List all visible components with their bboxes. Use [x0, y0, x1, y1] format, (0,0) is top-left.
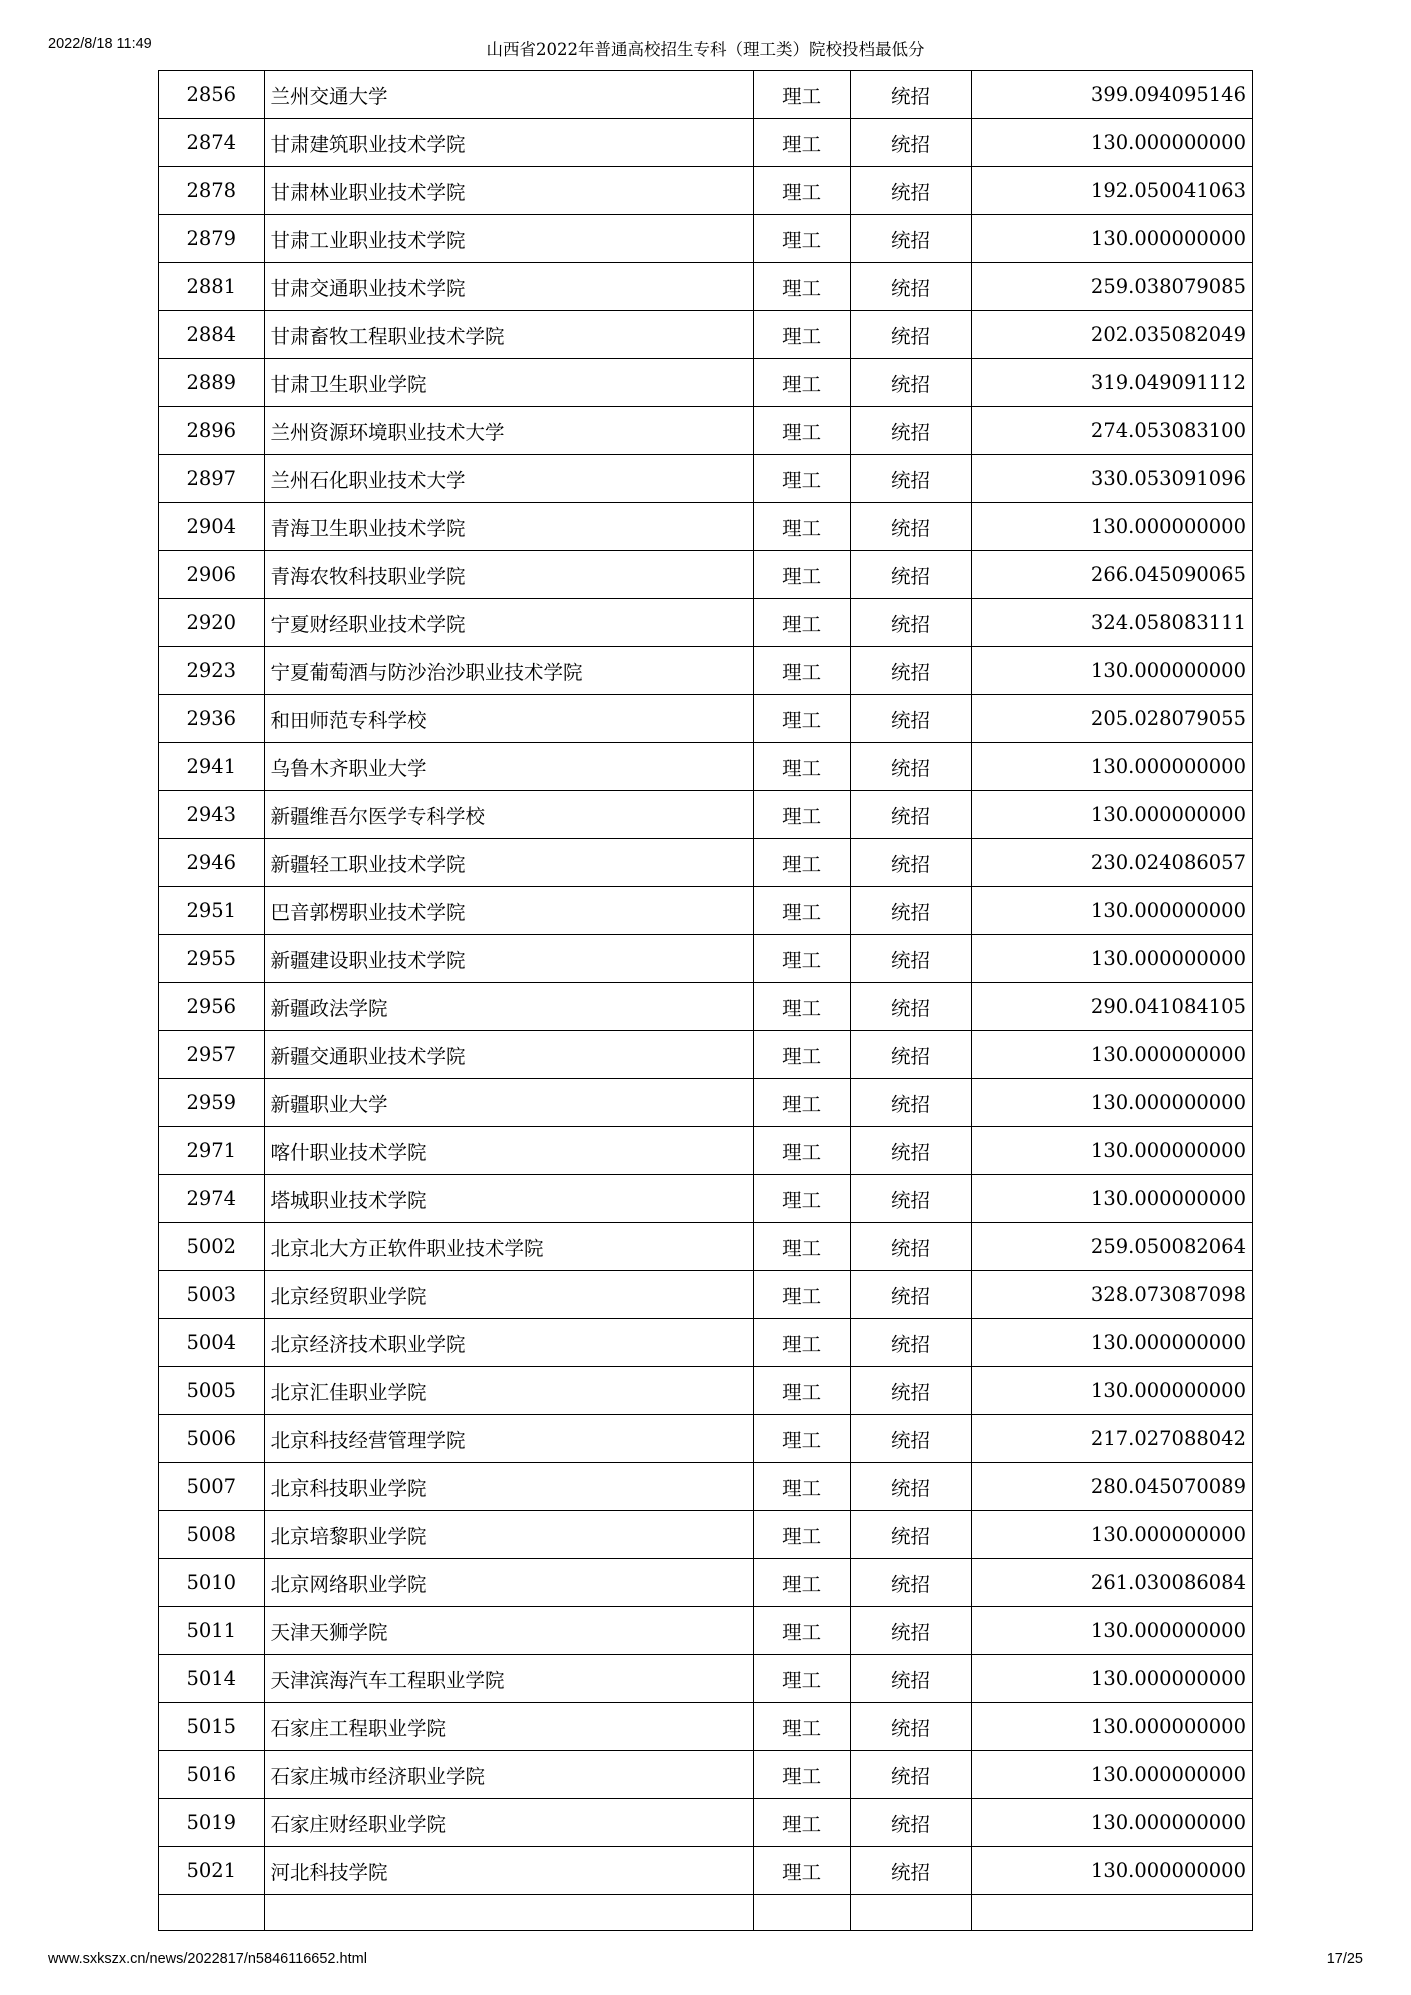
cell-code: 2896 [159, 407, 265, 455]
cell-school-name: 新疆政法学院 [264, 983, 753, 1031]
cell-score: 130.000000000 [971, 503, 1253, 551]
cell-school-name: 甘肃工业职业技术学院 [264, 215, 753, 263]
table-row [159, 1607, 1253, 1655]
cell-school-name: 甘肃建筑职业技术学院 [264, 119, 753, 167]
cell-school-name: 北京培黎职业学院 [264, 1511, 753, 1559]
cell-plan-type: 统招 [850, 1175, 971, 1223]
cell-school-name: 宁夏财经职业技术学院 [264, 599, 753, 647]
cell-plan-type: 统招 [850, 1319, 971, 1367]
cell-school-name: 石家庄工程职业学院 [264, 1703, 753, 1751]
cell-category: 理工 [753, 1559, 850, 1607]
table-row [159, 1175, 1253, 1223]
cell-school-name: 天津滨海汽车工程职业学院 [264, 1655, 753, 1703]
cell-category: 理工 [753, 839, 850, 887]
table-row [159, 647, 1253, 695]
table-row [159, 1127, 1253, 1175]
cell-code: 2923 [159, 647, 265, 695]
cell-score: 130.000000000 [971, 791, 1253, 839]
table-row [159, 167, 1253, 215]
cell-code: 2881 [159, 263, 265, 311]
cell-plan-type: 统招 [850, 1703, 971, 1751]
cell-school-name: 喀什职业技术学院 [264, 1127, 753, 1175]
cell-category [753, 1895, 850, 1931]
cell-score: 399.094095146 [971, 71, 1253, 119]
cell-code: 5011 [159, 1607, 265, 1655]
cell-code: 2879 [159, 215, 265, 263]
cell-score: 266.045090065 [971, 551, 1253, 599]
cell-plan-type: 统招 [850, 359, 971, 407]
cell-category: 理工 [753, 1607, 850, 1655]
table-row [159, 1511, 1253, 1559]
cell-plan-type: 统招 [850, 839, 971, 887]
cell-score: 319.049091112 [971, 359, 1253, 407]
cell-category: 理工 [753, 71, 850, 119]
score-table-container [158, 70, 1253, 1931]
cell-score: 130.000000000 [971, 1031, 1253, 1079]
table-row [159, 1223, 1253, 1271]
cell-score: 205.028079055 [971, 695, 1253, 743]
cell-category: 理工 [753, 1511, 850, 1559]
cell-plan-type: 统招 [850, 599, 971, 647]
cell-plan-type: 统招 [850, 263, 971, 311]
cell-score: 280.045070089 [971, 1463, 1253, 1511]
table-row [159, 1655, 1253, 1703]
table-row [159, 599, 1253, 647]
table-row [159, 1319, 1253, 1367]
cell-score: 192.050041063 [971, 167, 1253, 215]
cell-code [159, 1895, 265, 1931]
cell-school-name: 河北科技学院 [264, 1847, 753, 1895]
cell-school-name: 北京北大方正软件职业技术学院 [264, 1223, 753, 1271]
table-row [159, 1559, 1253, 1607]
cell-code: 2904 [159, 503, 265, 551]
cell-score: 130.000000000 [971, 1847, 1253, 1895]
cell-plan-type: 统招 [850, 1271, 971, 1319]
table-row [159, 407, 1253, 455]
cell-category: 理工 [753, 1415, 850, 1463]
cell-category: 理工 [753, 647, 850, 695]
cell-school-name: 北京科技职业学院 [264, 1463, 753, 1511]
cell-code: 5002 [159, 1223, 265, 1271]
cell-school-name: 新疆维吾尔医学专科学校 [264, 791, 753, 839]
footer-url: www.sxkszx.cn/news/2022817/n5846116652.html [48, 1951, 367, 1967]
table-row [159, 839, 1253, 887]
cell-school-name: 塔城职业技术学院 [264, 1175, 753, 1223]
cell-plan-type: 统招 [850, 647, 971, 695]
cell-category: 理工 [753, 1847, 850, 1895]
cell-code: 2959 [159, 1079, 265, 1127]
cell-category: 理工 [753, 887, 850, 935]
cell-category: 理工 [753, 1127, 850, 1175]
cell-score: 330.053091096 [971, 455, 1253, 503]
cell-score: 217.027088042 [971, 1415, 1253, 1463]
table-row [159, 215, 1253, 263]
cell-school-name: 宁夏葡萄酒与防沙治沙职业技术学院 [264, 647, 753, 695]
cell-plan-type: 统招 [850, 1799, 971, 1847]
cell-code: 5010 [159, 1559, 265, 1607]
cell-plan-type: 统招 [850, 119, 971, 167]
cell-category: 理工 [753, 791, 850, 839]
cell-code: 2878 [159, 167, 265, 215]
table-row [159, 1415, 1253, 1463]
cell-category: 理工 [753, 1655, 850, 1703]
cell-school-name: 兰州交通大学 [264, 71, 753, 119]
cell-school-name: 北京科技经营管理学院 [264, 1415, 753, 1463]
table-row [159, 743, 1253, 791]
cell-code: 2856 [159, 71, 265, 119]
table-row [159, 455, 1253, 503]
cell-plan-type: 统招 [850, 71, 971, 119]
cell-school-name: 兰州石化职业技术大学 [264, 455, 753, 503]
cell-code: 5006 [159, 1415, 265, 1463]
score-table [158, 70, 1253, 1931]
table-row [159, 695, 1253, 743]
page-header [0, 36, 1411, 58]
cell-category: 理工 [753, 1367, 850, 1415]
cell-score: 328.073087098 [971, 1271, 1253, 1319]
cell-score: 290.041084105 [971, 983, 1253, 1031]
cell-plan-type: 统招 [850, 1223, 971, 1271]
cell-school-name [264, 1895, 753, 1931]
cell-code: 2971 [159, 1127, 265, 1175]
cell-score: 130.000000000 [971, 935, 1253, 983]
cell-school-name: 和田师范专科学校 [264, 695, 753, 743]
cell-code: 5008 [159, 1511, 265, 1559]
cell-code: 2874 [159, 119, 265, 167]
cell-score: 130.000000000 [971, 215, 1253, 263]
cell-category: 理工 [753, 1751, 850, 1799]
cell-school-name: 北京网络职业学院 [264, 1559, 753, 1607]
cell-score [971, 1895, 1253, 1931]
cell-code: 2951 [159, 887, 265, 935]
table-row [159, 263, 1253, 311]
cell-school-name: 天津天狮学院 [264, 1607, 753, 1655]
cell-code: 2955 [159, 935, 265, 983]
cell-score: 130.000000000 [971, 1607, 1253, 1655]
cell-code: 2897 [159, 455, 265, 503]
cell-score: 261.030086084 [971, 1559, 1253, 1607]
cell-score: 130.000000000 [971, 1367, 1253, 1415]
table-row [159, 983, 1253, 1031]
cell-category: 理工 [753, 1079, 850, 1127]
cell-school-name: 石家庄城市经济职业学院 [264, 1751, 753, 1799]
cell-score: 130.000000000 [971, 1703, 1253, 1751]
cell-plan-type [850, 1895, 971, 1931]
footer-page-number: 17/25 [1326, 1951, 1363, 1967]
header-timestamp: 2022/8/18 11:49 [48, 36, 152, 52]
cell-code: 5021 [159, 1847, 265, 1895]
cell-score: 259.038079085 [971, 263, 1253, 311]
table-row [159, 1031, 1253, 1079]
cell-score: 130.000000000 [971, 743, 1253, 791]
cell-code: 2974 [159, 1175, 265, 1223]
page-footer [0, 1951, 1411, 1973]
cell-code: 5004 [159, 1319, 265, 1367]
cell-category: 理工 [753, 1175, 850, 1223]
cell-category: 理工 [753, 935, 850, 983]
cell-code: 2920 [159, 599, 265, 647]
cell-score: 130.000000000 [971, 1175, 1253, 1223]
cell-code: 2906 [159, 551, 265, 599]
table-row [159, 887, 1253, 935]
cell-school-name: 新疆建设职业技术学院 [264, 935, 753, 983]
table-row [159, 791, 1253, 839]
cell-category: 理工 [753, 551, 850, 599]
cell-school-name: 新疆交通职业技术学院 [264, 1031, 753, 1079]
cell-school-name: 甘肃交通职业技术学院 [264, 263, 753, 311]
cell-category: 理工 [753, 1319, 850, 1367]
cell-plan-type: 统招 [850, 695, 971, 743]
cell-plan-type: 统招 [850, 311, 971, 359]
cell-code: 2943 [159, 791, 265, 839]
table-row [159, 1703, 1253, 1751]
cell-code: 2941 [159, 743, 265, 791]
cell-plan-type: 统招 [850, 1847, 971, 1895]
cell-school-name: 北京经贸职业学院 [264, 1271, 753, 1319]
cell-plan-type: 统招 [850, 1751, 971, 1799]
cell-plan-type: 统招 [850, 1079, 971, 1127]
cell-category: 理工 [753, 1271, 850, 1319]
cell-code: 5005 [159, 1367, 265, 1415]
cell-category: 理工 [753, 503, 850, 551]
cell-plan-type: 统招 [850, 1127, 971, 1175]
table-row [159, 1847, 1253, 1895]
cell-plan-type: 统招 [850, 1655, 971, 1703]
cell-school-name: 北京经济技术职业学院 [264, 1319, 753, 1367]
cell-plan-type: 统招 [850, 743, 971, 791]
table-row [159, 1799, 1253, 1847]
cell-score: 130.000000000 [971, 1319, 1253, 1367]
cell-school-name: 青海卫生职业技术学院 [264, 503, 753, 551]
cell-plan-type: 统招 [850, 407, 971, 455]
cell-category: 理工 [753, 167, 850, 215]
cell-plan-type: 统招 [850, 1607, 971, 1655]
cell-code: 2957 [159, 1031, 265, 1079]
table-row [159, 1751, 1253, 1799]
cell-plan-type: 统招 [850, 1463, 971, 1511]
cell-score: 274.053083100 [971, 407, 1253, 455]
cell-score: 130.000000000 [971, 1511, 1253, 1559]
cell-plan-type: 统招 [850, 1415, 971, 1463]
cell-score: 130.000000000 [971, 1079, 1253, 1127]
cell-category: 理工 [753, 311, 850, 359]
cell-plan-type: 统招 [850, 935, 971, 983]
cell-score: 202.035082049 [971, 311, 1253, 359]
cell-category: 理工 [753, 1223, 850, 1271]
cell-score: 130.000000000 [971, 887, 1253, 935]
cell-school-name: 甘肃卫生职业学院 [264, 359, 753, 407]
cell-school-name: 甘肃畜牧工程职业技术学院 [264, 311, 753, 359]
cell-score: 130.000000000 [971, 1751, 1253, 1799]
cell-plan-type: 统招 [850, 215, 971, 263]
cell-category: 理工 [753, 1031, 850, 1079]
cell-category: 理工 [753, 983, 850, 1031]
cell-category: 理工 [753, 1463, 850, 1511]
cell-plan-type: 统招 [850, 791, 971, 839]
cell-score: 324.058083111 [971, 599, 1253, 647]
cell-school-name: 新疆职业大学 [264, 1079, 753, 1127]
cell-school-name: 乌鲁木齐职业大学 [264, 743, 753, 791]
cell-school-name: 新疆轻工职业技术学院 [264, 839, 753, 887]
cell-category: 理工 [753, 215, 850, 263]
score-table-body [159, 71, 1253, 1931]
cell-code: 5016 [159, 1751, 265, 1799]
cell-score: 259.050082064 [971, 1223, 1253, 1271]
cell-category: 理工 [753, 359, 850, 407]
cell-school-name: 甘肃林业职业技术学院 [264, 167, 753, 215]
cell-code: 5019 [159, 1799, 265, 1847]
cell-score: 130.000000000 [971, 1127, 1253, 1175]
cell-school-name: 巴音郭楞职业技术学院 [264, 887, 753, 935]
cell-code: 5007 [159, 1463, 265, 1511]
cell-school-name: 石家庄财经职业学院 [264, 1799, 753, 1847]
cell-category: 理工 [753, 1703, 850, 1751]
cell-category: 理工 [753, 455, 850, 503]
cell-plan-type: 统招 [850, 1559, 971, 1607]
cell-school-name: 兰州资源环境职业技术大学 [264, 407, 753, 455]
cell-plan-type: 统招 [850, 551, 971, 599]
cell-category: 理工 [753, 695, 850, 743]
cell-score: 230.024086057 [971, 839, 1253, 887]
cell-score: 130.000000000 [971, 647, 1253, 695]
cell-code: 2946 [159, 839, 265, 887]
cell-plan-type: 统招 [850, 1367, 971, 1415]
cell-plan-type: 统招 [850, 1511, 971, 1559]
cell-code: 2884 [159, 311, 265, 359]
cell-score: 130.000000000 [971, 1799, 1253, 1847]
cell-category: 理工 [753, 119, 850, 167]
cell-plan-type: 统招 [850, 887, 971, 935]
cell-code: 5014 [159, 1655, 265, 1703]
page-title: 山西省2022年普通高校招生专科（理工类）院校投档最低分 [486, 40, 925, 59]
cell-plan-type: 统招 [850, 1031, 971, 1079]
table-row [159, 359, 1253, 407]
table-row [159, 503, 1253, 551]
cell-code: 2936 [159, 695, 265, 743]
cell-category: 理工 [753, 407, 850, 455]
table-row [159, 1895, 1253, 1931]
table-row [159, 935, 1253, 983]
cell-code: 2956 [159, 983, 265, 1031]
cell-category: 理工 [753, 263, 850, 311]
cell-score: 130.000000000 [971, 119, 1253, 167]
table-row [159, 1271, 1253, 1319]
table-row [159, 119, 1253, 167]
cell-category: 理工 [753, 743, 850, 791]
cell-plan-type: 统招 [850, 983, 971, 1031]
table-row [159, 1079, 1253, 1127]
table-row [159, 71, 1253, 119]
table-row [159, 311, 1253, 359]
cell-category: 理工 [753, 1799, 850, 1847]
cell-code: 5003 [159, 1271, 265, 1319]
cell-plan-type: 统招 [850, 167, 971, 215]
cell-plan-type: 统招 [850, 455, 971, 503]
cell-school-name: 北京汇佳职业学院 [264, 1367, 753, 1415]
cell-code: 5015 [159, 1703, 265, 1751]
cell-school-name: 青海农牧科技职业学院 [264, 551, 753, 599]
cell-plan-type: 统招 [850, 503, 971, 551]
cell-code: 2889 [159, 359, 265, 407]
cell-category: 理工 [753, 599, 850, 647]
table-row [159, 1367, 1253, 1415]
cell-score: 130.000000000 [971, 1655, 1253, 1703]
table-row [159, 1463, 1253, 1511]
table-row [159, 551, 1253, 599]
